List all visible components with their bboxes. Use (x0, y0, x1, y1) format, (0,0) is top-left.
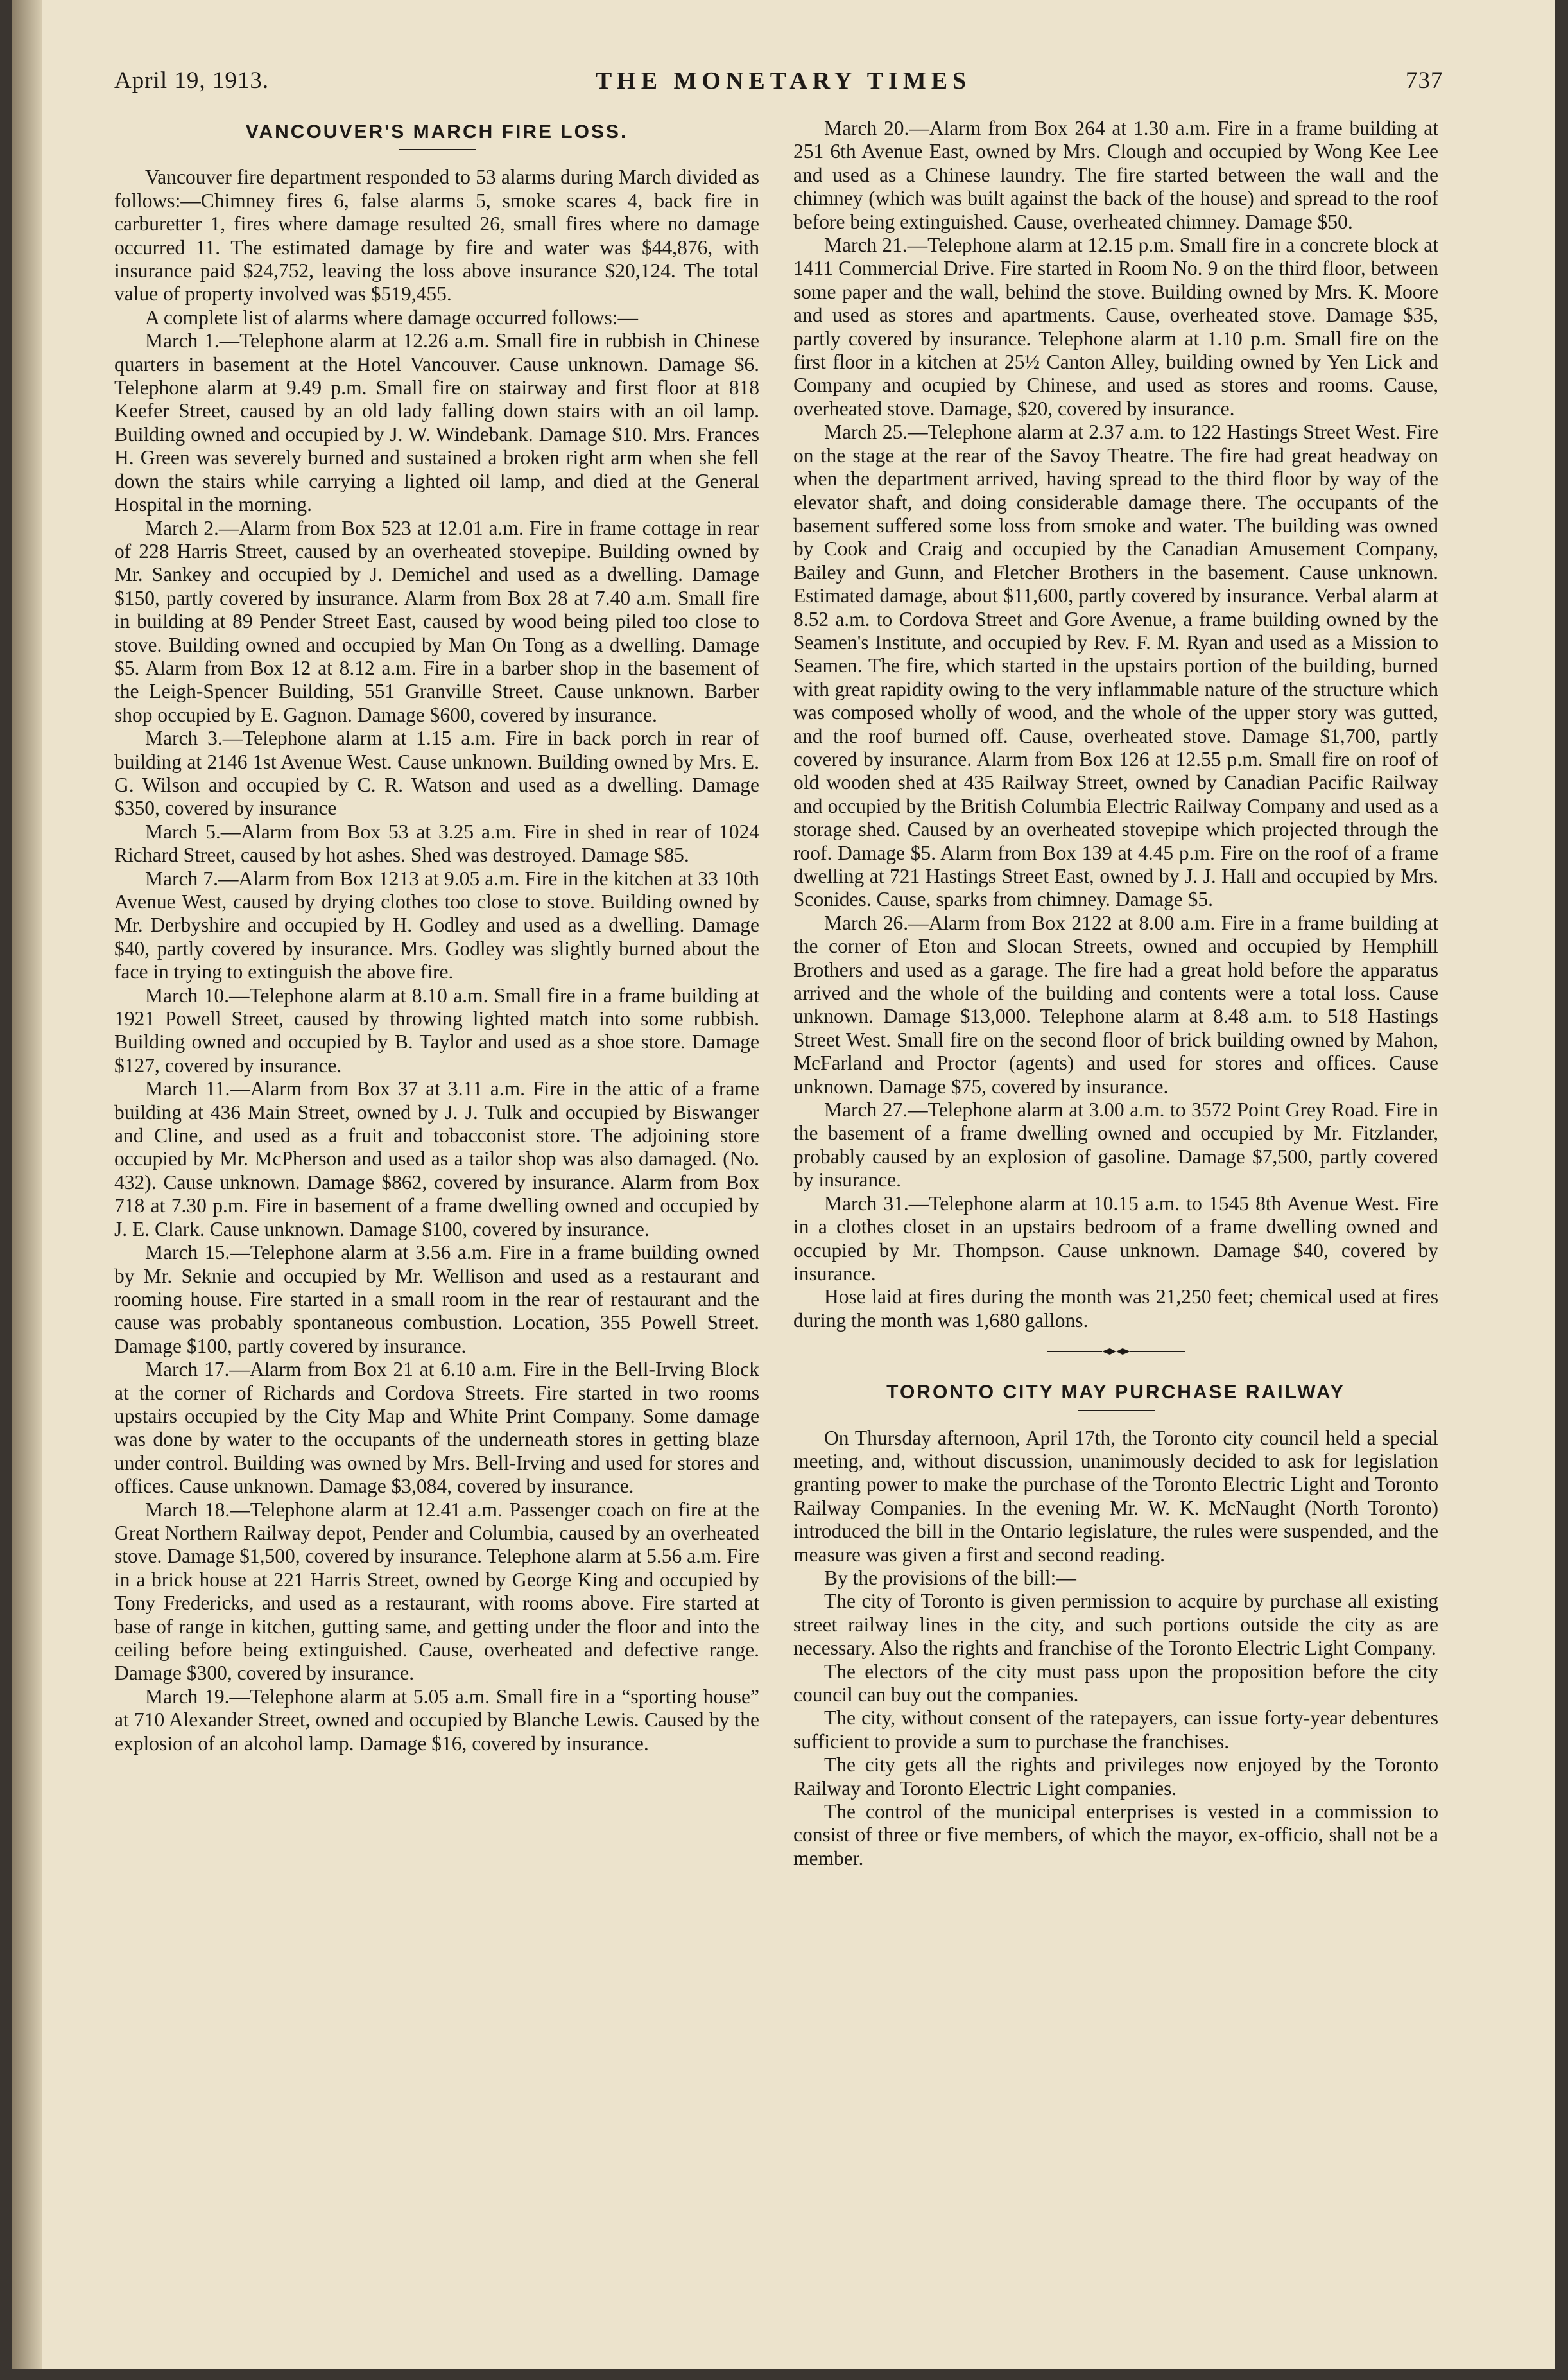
article-paragraph: A complete list of alarms where damage occurred follows:— (145, 306, 638, 329)
page-gutter (12, 0, 42, 2369)
publication-title: THE MONETARY TIMES (595, 67, 972, 94)
article-paragraph: The electors of the city must pass upon the proposition before the city council can buy out the companies. (793, 1660, 1438, 1706)
article-paragraph: March 17.—Alarm from Box 21 at 6.10 a.m. Fire in the Bell-Irving Block at the corner of Richards and Cordova Streets. Fire started in two rooms upstairs occupied by the City Map and White Print Company. Some damage was done by water to the occupants of the underneath stores in getting blaze under control. Building was owned by Mrs. Bell-Irving and used for stores and offices. Cause unknown. Damage $3,084, covered by insurance. (114, 1358, 759, 1498)
article-paragraph: Hose laid at fires during the month was 21,250 feet; chemical used at fires during the month was 1,680 gallons. (793, 1285, 1438, 1332)
heading-rule (399, 149, 476, 150)
ornament-divider-icon (1046, 1346, 1187, 1357)
article-paragraph: The city, without consent of the ratepayers, can issue forty-year debentures sufficient to provide a sum to purchase the franchises. (793, 1707, 1438, 1753)
article-paragraph: The control of the municipal enterprises is vested in a commission to consist of three or five members, of which the mayor, ex-officio, shall not be a member. (793, 1800, 1438, 1870)
article-paragraph: March 25.—Telephone alarm at 2.37 a.m. to 122 Hastings Street West. Fire on the stage at the rear of the Savoy Theatre. The fire had great headway on when the department arrived, having spread to the third floor by way of the elevator shaft, and doing considerable damage there. The occupants of the basement suffered some loss from smoke and water. The building was owned by Cook and Craig and occupied by the Canadian Amusement Company, Bailey and Gunn, and Fletcher Brothers in the basement. Cause unknown. Estimated damage, about $11,600, partly covered by insurance. Verbal alarm at 8.52 a.m. to Cordova Street and Gore Avenue, a frame building owned by the Seamen's Institute, and occupied by Rev. F. M. Ryan and used as a Mission to Seamen. The fire, which started in the upstairs portion of the building, burned with great rapidity owing to the very inflammable nature of the structure which was composed wholly of wood, and the whole of the upper story was gutted, and the roof burned off. Cause, overheated stove. Damage $1,700, partly covered by insurance. Alarm from Box 126 at 12.55 p.m. Small fire on roof of old wooden shed at 435 Railway Street, owned by Canadian Pacific Railway and occupied by the British Columbia Electric Railway Company and used as a storage shed. Caused by an overheated stovepipe which projected through the roof. Damage $5. Alarm from Box 139 at 4.45 p.m. Fire on the roof of a frame dwelling at 721 Hastings Street East, owned by J. J. Hall and occupied by Mrs. Sconides. Cause, sparks from chimney. Damage $5. (793, 421, 1438, 911)
article-paragraph: March 7.—Alarm from Box 1213 at 9.05 a.m. Fire in the kitchen at 33 10th Avenue West, caused by drying clothes too close to stove. Building owned by Mr. Derbyshire and occupied by H. Godley and used as a dwelling. Damage $40, partly covered by insurance. Mrs. Godley was slightly burned about the face in trying to extinguish the above fire. (114, 867, 759, 984)
article-paragraph: March 5.—Alarm from Box 53 at 3.25 a.m. Fire in shed in rear of 1024 Richard Street, caused by hot ashes. Shed was destroyed. Damage $85. (114, 820, 759, 867)
article-paragraph: The city gets all the rights and privileges now enjoyed by the Toronto Railway and Toronto Electric Light companies. (793, 1753, 1438, 1800)
issue-date: April 19, 1913. (114, 67, 270, 94)
article-paragraph: March 26.—Alarm from Box 2122 at 8.00 a.m. Fire in a frame building at the corner of Eton and Slocan Streets, owned and occupied by Hemphill Brothers and used as a garage. The fire had a great hold before the apparatus arrived and the whole of the building and contents were a total loss. Cause unknown. Damage $13,000. Telephone alarm at 8.48 a.m. to 518 Hastings Street West. Small fire on the second floor of brick building owned by Mahon, McFarland and Proctor (agents) and used for stores and offices. Cause unknown. Damage $75, covered by insurance. (793, 911, 1438, 1098)
column-left (114, 117, 759, 1755)
article-paragraph: March 11.—Alarm from Box 37 at 3.11 a.m. Fire in the attic of a frame building at 436 Main Street, owned by J. J. Tulk and occupied by Biswanger and Cline, and used as a fruit and tobacconist store. The adjoining store occupied by Mr. McPherson and used as a tailor shop was also damaged. (No. 432). Cause unknown. Damage $862, covered by insurance. Alarm from Box 718 at 7.30 p.m. Fire in basement of a frame dwelling owned and occupied by J. E. Clark. Cause unknown. Damage $100, covered by insurance. (114, 1077, 759, 1240)
article-paragraph: March 15.—Telephone alarm at 3.56 a.m. Fire in a frame building owned by Mr. Seknie and occupied by Mr. Wellison and used as a restaurant and rooming house. Fire started in a small room in the rear of restaurant and the cause was probably spontaneous combustion. Location, 355 Powell Street. Damage $100, partly covered by insurance. (114, 1241, 759, 1357)
magazine-page (12, 0, 1555, 2369)
article-paragraph: The city of Toronto is given permission to acquire by purchase all existing street railway lines in the city, and such portions outside the city as are necessary. Also the rights and franchise of the Toronto Electric Light Company. (793, 1590, 1438, 1660)
article-heading-toronto: TORONTO CITY MAY PURCHASE RAILWAY (886, 1382, 1345, 1403)
page-number: 737 (1406, 67, 1443, 94)
heading-rule (1078, 1410, 1155, 1411)
article-paragraph: March 31.—Telephone alarm at 10.15 a.m. to 1545 8th Avenue West. Fire in a clothes closet in an upstairs bedroom of a frame dwelling owned and occupied by Mr. Thompson. Cause unknown. Damage $40, covered by insurance. (793, 1192, 1438, 1285)
column-right (793, 117, 1438, 1870)
article-paragraph: March 20.—Alarm from Box 264 at 1.30 a.m. Fire in a frame building at 251 6th Avenue East, owned by Mrs. Clough and occupied by Wong Kee Lee and used as a Chinese laundry. The fire started between the wall and the chimney (which was built against the back of the house) and spread to the roof before being extinguished. Cause, overheated chimney. Damage $50. (793, 117, 1438, 233)
article-paragraph: March 1.—Telephone alarm at 12.26 a.m. Small fire in rubbish in Chinese quarters in basement at the Hotel Vancouver. Cause unknown. Damage $6. Telephone alarm at 9.49 p.m. Small fire on stairway and first floor at 818 Keefer Street, caused by an old lady falling down stairs with an oil lamp. Building owned and occupied by J. W. Windebank. Damage $10. Mrs. Frances H. Green was severely burned and sustained a broken right arm when she fell down the stairs while carrying a lighted oil lamp, and died at the General Hospital in the morning. (114, 329, 759, 516)
article-paragraph: March 27.—Telephone alarm at 3.00 a.m. to 3572 Point Grey Road. Fire in the basement of a frame dwelling owned and occupied by Mr. Fitzlander, probably caused by an explosion of gasoline. Damage $7,500, partly covered by insurance. (793, 1099, 1438, 1192)
article-paragraph: March 21.—Telephone alarm at 12.15 p.m. Small fire in a concrete block at 1411 Commercial Drive. Fire started in Room No. 9 on the third floor, between some paper and the wall, behind the stove. Building owned by Mrs. K. Moore and used as stores and apartments. Cause, overheated stove. Damage $35, partly covered by insurance. Telephone alarm at 1.10 p.m. Small fire on the first floor in a kitchen at 25½ Canton Alley, building owned by Yen Lick and Company and ocupied by Chinese, and used as stores and rooms. Cause, overheated stove. Damage, $20, covered by insurance. (793, 234, 1438, 420)
article-paragraph: March 2.—Alarm from Box 523 at 12.01 a.m. Fire in frame cottage in rear of 228 Harris Street, caused by an overheated stovepipe. Building owned by Mr. Sankey and occupied by J. Demichel and used as a dwelling. Damage $150, partly covered by insurance. Alarm from Box 28 at 7.40 a.m. Small fire in building at 89 Pender Street East, caused by wood being piled too close to stove. Building owned and occupied by Man On Tong as a dwelling. Damage $5. Alarm from Box 12 at 8.12 a.m. Fire in a barber shop in the basement of the Leigh-Spencer Building, 551 Granville Street. Cause unknown. Barber shop occupied by E. Gagnon. Damage $600, covered by insurance. (114, 516, 759, 726)
article-heading-vancouver: VANCOUVER'S MARCH FIRE LOSS. (245, 121, 628, 143)
article-paragraph: March 19.—Telephone alarm at 5.05 a.m. Small fire in a “sporting house” at 710 Alexander Street, owned and occupied by Blanche Lewis. Caused by the explosion of an alcohol lamp. Damage $16, covered by insurance. (114, 1685, 759, 1755)
article-paragraph: March 10.—Telephone alarm at 8.10 a.m. Small fire in a frame building at 1921 Powell Street, caused by throwing lighted match into some rubbish. Building owned and occupied by B. Taylor and used as a shoe store. Damage $127, covered by insurance. (114, 984, 759, 1077)
article-paragraph: March 3.—Telephone alarm at 1.15 a.m. Fire in back porch in rear of building at 2146 1st Avenue West. Cause unknown. Building owned by Mrs. E. G. Wilson and occupied by C. R. Watson and used as a dwelling. Damage $350, covered by insurance (114, 727, 759, 820)
article-paragraph: By the provisions of the bill:— (824, 1566, 1076, 1589)
section-ornament (1046, 1346, 1187, 1357)
article-paragraph: On Thursday afternoon, April 17th, the Toronto city council held a special meeting, and, without discussion, unanimously decided to ask for legislation granting power to make the purchase of the Toronto Electric Light and Toronto Railway Companies. In the evening Mr. W. K. McNaught (North Toronto) introduced the bill in the Ontario legislature, the rules were suspended, and the measure was given a first and second reading. (793, 1426, 1438, 1566)
article-paragraph: Vancouver fire department responded to 53 alarms during March divided as follows:—Chimney fires 6, false alarms 5, smoke scares 4, back fire in carburetter 1, fires where damage resulted 26, small fires where no damage occurred 11. The estimated damage by fire and water was $44,876, with insurance paid $24,752, leaving the loss above insurance $20,124. The total value of property involved was $519,455. (114, 166, 759, 306)
article-paragraph: March 18.—Telephone alarm at 12.41 a.m. Passenger coach on fire at the Great Northern Railway depot, Pender and Columbia, caused by an overheated stove. Damage $1,500, covered by insurance. Telephone alarm at 5.56 a.m. Fire in a brick house at 221 Harris Street, owned by George King and occupied by Tony Fredericks, and used as a restaurant, with rooms above. Fire started at base of range in kitchen, gutting same, and getting under the floor and into the ceiling before being extinguished. Cause, overheated and defective range. Damage $300, covered by insurance. (114, 1498, 759, 1685)
